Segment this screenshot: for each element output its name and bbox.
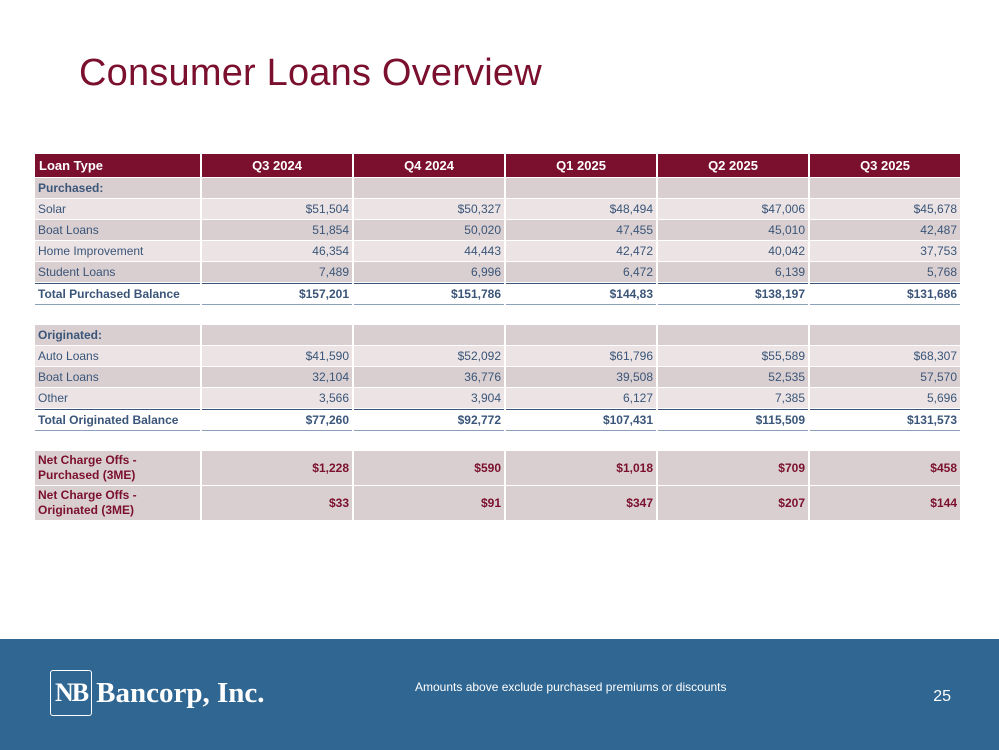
cell-value: $151,786 <box>354 283 504 305</box>
cell-value: $347 <box>506 486 656 520</box>
cell-value: 5,696 <box>810 388 960 408</box>
footnote: Amounts above exclude purchased premiums or discounts <box>415 680 727 694</box>
row-label: Boat Loans <box>35 220 200 240</box>
header-loan-type: Loan Type <box>35 154 200 177</box>
cell-value: 6,472 <box>506 262 656 282</box>
cell-value: $68,307 <box>810 346 960 366</box>
cell-value: $47,006 <box>658 199 808 219</box>
table-header-row <box>35 154 960 177</box>
cell-value: $138,197 <box>658 283 808 305</box>
row-label: Solar <box>35 199 200 219</box>
cell-value: $709 <box>658 451 808 485</box>
cell-value: $92,772 <box>354 409 504 431</box>
footer-bar <box>0 639 999 750</box>
cell-value: $590 <box>354 451 504 485</box>
cell-value: 37,753 <box>810 241 960 261</box>
row-label: Boat Loans <box>35 367 200 387</box>
cell-value: $91 <box>354 486 504 520</box>
logo-name: Bancorp, Inc. <box>96 676 265 709</box>
cell-value: $48,494 <box>506 199 656 219</box>
cell-value: $207 <box>658 486 808 520</box>
cell-value: $1,018 <box>506 451 656 485</box>
nco-purchased-row <box>35 451 960 485</box>
section-label: Originated: <box>35 325 200 345</box>
cell-value: 7,489 <box>202 262 352 282</box>
cell-value: 39,508 <box>506 367 656 387</box>
cell-value: 42,472 <box>506 241 656 261</box>
spacer-row <box>35 306 960 324</box>
cell-value: $55,589 <box>658 346 808 366</box>
cell-value: 47,455 <box>506 220 656 240</box>
cell-value: 6,127 <box>506 388 656 408</box>
cell-value: 45,010 <box>658 220 808 240</box>
cell-value: 7,385 <box>658 388 808 408</box>
header-q1-2025: Q1 2025 <box>506 154 656 177</box>
cell-value: $45,678 <box>810 199 960 219</box>
cell-value: 57,570 <box>810 367 960 387</box>
row-label: Net Charge Offs - Purchased (3ME) <box>35 451 200 485</box>
cell-value: 3,566 <box>202 388 352 408</box>
cell-value: 32,104 <box>202 367 352 387</box>
cell-value: $52,092 <box>354 346 504 366</box>
header-q4-2024: Q4 2024 <box>354 154 504 177</box>
header-q3-2025: Q3 2025 <box>810 154 960 177</box>
page-title: Consumer Loans Overview <box>79 52 542 94</box>
cell-value: 50,020 <box>354 220 504 240</box>
cell-value: 51,854 <box>202 220 352 240</box>
table-row <box>35 241 960 261</box>
cell-value: $107,431 <box>506 409 656 431</box>
cell-value: $458 <box>810 451 960 485</box>
cell-value: $144,83 <box>506 283 656 305</box>
cell-value: $41,590 <box>202 346 352 366</box>
cell-value: 5,768 <box>810 262 960 282</box>
row-label: Home Improvement <box>35 241 200 261</box>
logo-mark: NB <box>50 670 92 716</box>
cell-value: 6,139 <box>658 262 808 282</box>
cell-value: 46,354 <box>202 241 352 261</box>
cell-value: $77,260 <box>202 409 352 431</box>
cell-value: $51,504 <box>202 199 352 219</box>
cell-value: $157,201 <box>202 283 352 305</box>
row-label: Auto Loans <box>35 346 200 366</box>
cell-value: 3,904 <box>354 388 504 408</box>
cell-value: 44,443 <box>354 241 504 261</box>
table-row <box>35 220 960 240</box>
row-label: Net Charge Offs - Originated (3ME) <box>35 486 200 520</box>
section-purchased <box>35 178 960 198</box>
nco-originated-row <box>35 486 960 520</box>
spacer-row <box>35 432 960 450</box>
total-originated-row <box>35 409 960 431</box>
cell-value: $131,686 <box>810 283 960 305</box>
cell-value: 42,487 <box>810 220 960 240</box>
table-row <box>35 367 960 387</box>
header-q3-2024: Q3 2024 <box>202 154 352 177</box>
table-row <box>35 388 960 408</box>
cell-value: $144 <box>810 486 960 520</box>
page-number: 25 <box>933 688 951 705</box>
cell-value: 6,996 <box>354 262 504 282</box>
row-label: Total Purchased Balance <box>35 283 200 305</box>
cell-value: 52,535 <box>658 367 808 387</box>
consumer-loans-table <box>33 153 962 521</box>
company-logo <box>50 669 265 717</box>
header-q2-2025: Q2 2025 <box>658 154 808 177</box>
cell-value: 36,776 <box>354 367 504 387</box>
cell-value: $1,228 <box>202 451 352 485</box>
row-label: Other <box>35 388 200 408</box>
total-purchased-row <box>35 283 960 305</box>
row-label: Student Loans <box>35 262 200 282</box>
table-row <box>35 262 960 282</box>
cell-value: $61,796 <box>506 346 656 366</box>
table-row <box>35 199 960 219</box>
section-label: Purchased: <box>35 178 200 198</box>
section-originated <box>35 325 960 345</box>
row-label: Total Originated Balance <box>35 409 200 431</box>
table-row <box>35 346 960 366</box>
cell-value: 40,042 <box>658 241 808 261</box>
cell-value: $115,509 <box>658 409 808 431</box>
cell-value: $33 <box>202 486 352 520</box>
cell-value: $131,573 <box>810 409 960 431</box>
cell-value: $50,327 <box>354 199 504 219</box>
